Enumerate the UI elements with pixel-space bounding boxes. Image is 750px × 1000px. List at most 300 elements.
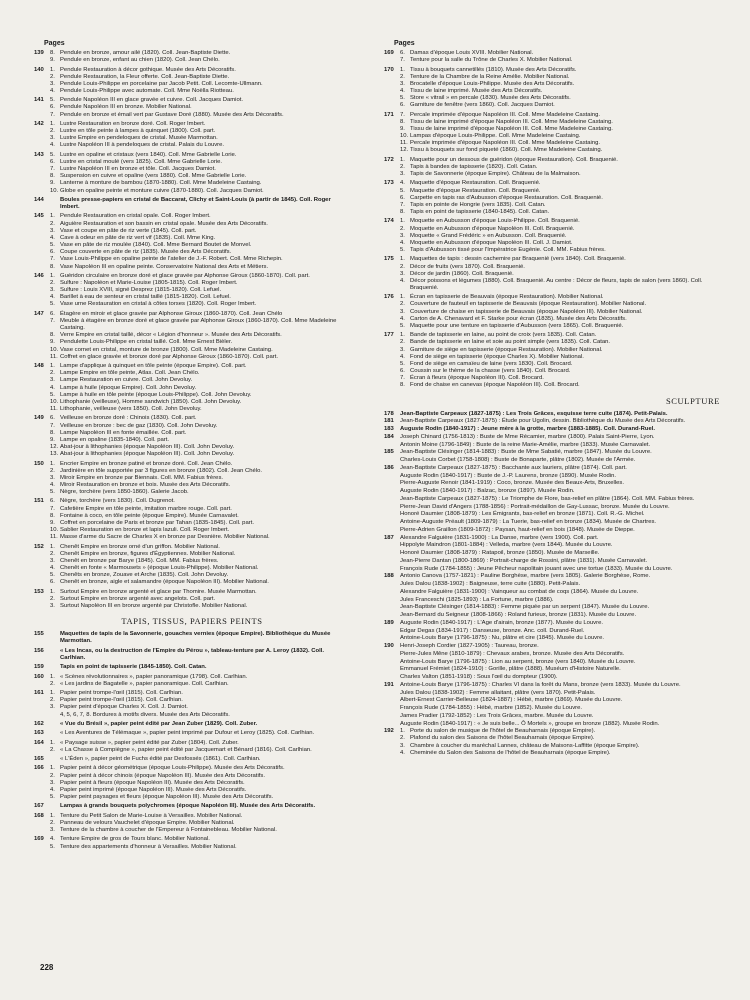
item-caption: Tenture du Petit Salon de Marie-Louise à Versailles. Mobilier National. bbox=[60, 812, 243, 819]
item-caption: Papier peint à décor chinois (époque Napoléon III). Musée des Arts Décoratifs. bbox=[60, 772, 265, 779]
item-caption: Papier peint trompe-l'œil (1815). Coll. Carlhian. bbox=[60, 697, 183, 704]
item-caption: Vase en pâte de riz moulée (1840). Coll. Mme Bernard Boutet de Monvel. bbox=[60, 242, 252, 249]
index-entry-group bbox=[34, 415, 350, 458]
section-heading-textiles: TAPIS, TISSUS, PAPIERS PEINTS bbox=[121, 616, 263, 627]
item-caption: « Paysage suisse », papier peint édité par Zuber (1804). Coll. Zuber. bbox=[60, 739, 239, 746]
index-entry-group bbox=[34, 121, 350, 150]
item-caption: Sulfure : Napoléon et Marie-Louise (1805-1815). Coll. Roger Imbert. bbox=[60, 280, 238, 286]
item-number: 6. bbox=[50, 249, 55, 256]
list-item bbox=[50, 572, 350, 579]
sculpture-entry bbox=[384, 620, 724, 627]
item-caption: Damas d'époque Louis XVIII. Mobilier National. bbox=[410, 50, 534, 56]
list-item bbox=[50, 765, 350, 772]
item-number: 3. bbox=[50, 827, 55, 833]
item-number: 2. bbox=[400, 225, 405, 232]
list-item bbox=[50, 551, 350, 558]
entry-caption: Alexandre Falguière (1831-1900) : La Danse, marbre (vers 1900). Coll. part. bbox=[400, 534, 599, 541]
item-caption: Tissu à bouquets sur fond piqueté (1860). Coll. Mme Madeleine Castaing. bbox=[410, 147, 603, 154]
sculpture-entry bbox=[384, 659, 724, 666]
entry-caption: Jean-Baptiste Carpeaux (1827-1875) : Les Trois Grâces, esquisse terre cuite (1874). Petit-Palais. bbox=[400, 410, 668, 417]
item-number: 6. bbox=[50, 579, 55, 586]
item-caption: Lustre Napoléon III en bronze et tôle. Coll. Jacques Damiot. bbox=[60, 166, 216, 173]
list-item bbox=[50, 565, 350, 572]
entry-body bbox=[50, 67, 350, 96]
index-entry-group bbox=[34, 50, 350, 64]
item-number: 10. bbox=[50, 346, 59, 353]
list-item bbox=[50, 74, 350, 81]
index-entry-group bbox=[34, 765, 350, 801]
entry-body bbox=[400, 332, 724, 389]
item-caption: Surtout Empire en bronze argenté avec angelots. Coll. part. bbox=[60, 595, 216, 602]
item-number: 4. bbox=[400, 239, 405, 246]
page-ref: 166 bbox=[34, 765, 44, 772]
item-number: 5. bbox=[50, 151, 55, 158]
list-item bbox=[50, 197, 350, 211]
sculpture-entry bbox=[384, 542, 724, 549]
item-caption: Pendule Louis-Philippe en porcelaine par Jacob Petit. Coll. Lecomte-Ullmann. bbox=[60, 80, 263, 87]
item-number: 1. bbox=[50, 66, 55, 73]
list-item bbox=[50, 273, 350, 280]
item-caption: Jardinière en tôle supportée par 3 figures en bronze (1802). Coll. Jean Chélo. bbox=[60, 467, 263, 474]
entry-body bbox=[50, 756, 350, 763]
page-ref: 146 bbox=[34, 272, 44, 279]
entry-body bbox=[50, 213, 350, 270]
item-number: 7. bbox=[400, 375, 405, 382]
entry-caption: Pierre-Adrien Graillon (1809-1872) : Paysan, haut-relief en bois (1848). Musée de Dieppe. bbox=[400, 526, 635, 533]
entry-body bbox=[50, 631, 350, 645]
item-number: 9. bbox=[400, 125, 405, 132]
entry-caption: Auguste Rodin (1840-1917) : « Je suis belle... Ô Mortels », groupe en bronze (1882). Musée Rodin. bbox=[400, 720, 660, 727]
list-item bbox=[50, 794, 350, 801]
item-number: 3. bbox=[400, 171, 405, 178]
item-number: 1. bbox=[50, 690, 55, 697]
page-ref: 184 bbox=[384, 433, 394, 440]
item-number: 6. bbox=[400, 194, 405, 201]
page-ref: 162 bbox=[34, 720, 44, 727]
list-item bbox=[50, 385, 350, 392]
item-caption: Lithophanie (veilleuse), Homme sandwich (1850). Coll. John Devoluy. bbox=[60, 398, 242, 405]
page-ref bbox=[384, 527, 400, 534]
item-number: 3. bbox=[50, 474, 55, 481]
item-caption: Maquette d'époque Restauration. Coll. Braquenié. bbox=[410, 180, 541, 187]
item-number: 1. bbox=[400, 332, 405, 339]
entry-body bbox=[50, 97, 350, 118]
item-caption: Lithophanie, veilleuse (vers 1850). Coll. John Devoluy. bbox=[60, 406, 202, 413]
item-number: 7. bbox=[50, 317, 55, 324]
item-number: 7. bbox=[50, 505, 55, 512]
left-section-list bbox=[34, 50, 350, 610]
entry-body bbox=[400, 256, 724, 292]
index-entry-group bbox=[384, 50, 724, 64]
list-item bbox=[50, 596, 350, 603]
item-number bbox=[50, 803, 60, 810]
item-caption: Tenture des appartements d'honneur à Versailles. Mobilier National. bbox=[60, 843, 237, 850]
sculpture-entry bbox=[384, 604, 724, 611]
list-item bbox=[50, 294, 350, 301]
item-caption: « Les jardins de Bagatelle », papier panoramique. Coll. Carlhian. bbox=[60, 680, 229, 687]
list-item bbox=[400, 323, 724, 330]
item-number: 2. bbox=[50, 370, 55, 377]
item-number: 2. bbox=[50, 280, 55, 286]
item-number: 1. bbox=[50, 765, 55, 772]
entry-caption: Pierre-Jules Mêne (1810-1879) : Chevaux arabes, bronze. Musée des Arts Décoratifs. bbox=[400, 650, 625, 657]
item-caption: Abat-jour à lithophanies (époque Napoléon III). Coll. John Devoluy. bbox=[60, 451, 235, 458]
item-caption: Moquette en Aubusson d'époque Louis-Philippe. Coll. Braquenié. bbox=[410, 218, 580, 225]
item-caption: Lustre Empire en pendeloques de cristal. Musée Marmottan. bbox=[60, 135, 218, 142]
list-item bbox=[50, 406, 350, 413]
page-ref: 139 bbox=[34, 50, 44, 56]
list-item bbox=[50, 468, 350, 475]
list-item bbox=[50, 415, 350, 422]
item-caption: Pendulette Louis-Philippe en cristal taillé. Coll. Mme Ernest Bièler. bbox=[60, 339, 233, 346]
item-caption: Lampe à huile en tôle peinte (époque Louis-Philippe). Coll. John Devoluy. bbox=[60, 391, 252, 398]
index-entry-group bbox=[384, 157, 724, 178]
entry-body bbox=[50, 690, 350, 719]
item-caption: Tissu de laine imprimé. Musée des Arts Décoratifs. bbox=[410, 87, 543, 94]
index-entry-group bbox=[34, 589, 350, 610]
entry-body bbox=[50, 461, 350, 497]
item-caption: Chenêt Empire en bronze, figures d'Égyptiennes. Mobilier National. bbox=[60, 550, 236, 557]
item-caption: Lampe Napoléon III en fonte émaillée. Coll. part. bbox=[60, 429, 187, 436]
list-item bbox=[50, 674, 350, 681]
entry-caption: Jean-Baptiste Carpeaux (1827-1875) : Étude pour Ugolin, dessin. Bibliothèque du Musée des Arts Décoratifs. bbox=[400, 418, 686, 425]
item-number: 1. bbox=[50, 673, 55, 680]
item-caption: Pendule Restauration, la Fleur offerte. Coll. Jean-Baptiste Diette. bbox=[60, 73, 230, 80]
index-entry-group bbox=[384, 256, 724, 292]
item-caption: Fontaine à coco, en tôle peinte (époque Empire). Musée Carnavalet. bbox=[60, 512, 239, 519]
page-ref bbox=[384, 457, 400, 464]
item-number: 1. bbox=[50, 543, 55, 550]
item-caption: Coussin sur le thème de la chasse (vers 1840). Coll. Brocard. bbox=[410, 368, 571, 375]
item-number: 4. bbox=[50, 836, 55, 843]
item-caption: Abat-jour à lithophanies (époque Napoléon III). Coll. John Devoluy. bbox=[60, 444, 235, 450]
item-number: 2. bbox=[50, 128, 55, 135]
list-item bbox=[50, 128, 350, 135]
item-caption: Barillet à eau de senteur en cristal taillé (1815-1820). Coll. Lefuel. bbox=[60, 294, 231, 301]
item-caption: Écran en tapisserie de Beauvais (époque Restauration). Mobilier National. bbox=[410, 294, 604, 301]
item-caption: Bande de tapisserie en laine, au point de croix (vers 1835). Coll. Catan. bbox=[410, 332, 597, 339]
item-number: 5. bbox=[400, 322, 405, 329]
item-caption: Cave à odeur en pâte de riz vert vif (1835). Coll. Mme King. bbox=[60, 234, 216, 241]
index-entry-group bbox=[34, 813, 350, 834]
item-caption: Vase et coupe en pâte de riz verte (1845). Coll. part. bbox=[60, 227, 197, 234]
list-item bbox=[400, 188, 724, 195]
list-item bbox=[50, 579, 350, 586]
item-caption: Lustre en cristal moulé (vers 1825). Coll. Mme Gabrielle Lorie. bbox=[60, 158, 223, 165]
entry-body bbox=[400, 157, 724, 178]
item-caption: Papier peint paysages et fleurs (époque Napoléon III). Musée des Arts Décoratifs. bbox=[60, 794, 274, 800]
item-caption: Nègre, torchère (vers 1830). Coll. Dugrenot. bbox=[60, 498, 175, 505]
item-caption: Tenture de la Chambre de la Reine Amélie. Mobilier National. bbox=[410, 73, 570, 80]
list-item bbox=[50, 377, 350, 384]
item-caption: Lustre Restauration en bronze doré. Coll. Roger Imbert. bbox=[60, 120, 206, 127]
item-caption: Porte du salon de musique de l'hôtel de Beauharnais (époque Empire). bbox=[410, 728, 596, 735]
list-item bbox=[50, 249, 350, 256]
item-number: 11. bbox=[50, 406, 58, 413]
list-item bbox=[400, 354, 724, 361]
item-caption: Chenêts en bronze, Zouave et Arche (1835). Coll. John Devoluy. bbox=[60, 572, 229, 579]
entry-body bbox=[400, 294, 724, 330]
list-item bbox=[400, 119, 724, 126]
list-item bbox=[50, 392, 350, 399]
index-entry-group bbox=[34, 544, 350, 587]
item-number: 6. bbox=[50, 415, 55, 422]
item-number: 9. bbox=[50, 519, 55, 526]
item-caption: Papier peint à décor géométrique (époque Louis-Philippe). Musée des Arts Décoratifs. bbox=[60, 765, 285, 772]
list-item bbox=[50, 311, 350, 318]
item-caption: Papier peint à fleurs (époque Napoléon III). Musée des Arts Décoratifs. bbox=[60, 779, 245, 786]
list-item bbox=[50, 399, 350, 406]
item-caption: Chenêt en bronze, aigle et salamandre (époque Napoléon III). Mobilier National. bbox=[60, 579, 269, 586]
page-ref: 187 bbox=[384, 534, 394, 541]
list-item bbox=[400, 728, 724, 735]
list-item bbox=[400, 67, 724, 74]
list-item bbox=[50, 721, 350, 728]
page-ref: 164 bbox=[34, 739, 44, 746]
item-number: 3. bbox=[400, 232, 405, 239]
list-item bbox=[400, 50, 724, 57]
list-item bbox=[400, 278, 724, 292]
sculpture-entry bbox=[384, 674, 724, 681]
list-item bbox=[50, 787, 350, 794]
entry-caption: François Rude (1784-1855) : Jeune Pêcheur napolitain jouant avec une tortue (1833). Musée du Louvre. bbox=[400, 565, 673, 572]
list-item bbox=[50, 256, 350, 263]
item-number: 3. bbox=[50, 227, 55, 234]
list-item bbox=[400, 95, 724, 102]
page-ref bbox=[384, 589, 400, 596]
item-number: 5. bbox=[50, 301, 55, 308]
list-item bbox=[50, 173, 350, 180]
index-entry-group bbox=[34, 648, 350, 662]
item-number: 9. bbox=[50, 339, 55, 346]
list-item bbox=[50, 97, 350, 104]
sculpture-entry bbox=[384, 519, 724, 526]
list-item bbox=[50, 50, 350, 57]
page-ref: 172 bbox=[384, 156, 394, 163]
page-ref: 149 bbox=[34, 415, 44, 422]
item-caption: Maquettes de tapis : dessin cachemire par Braquenié (vers 1840). Coll. Braquenié. bbox=[410, 256, 626, 263]
page-ref bbox=[384, 690, 400, 697]
page-ref bbox=[384, 519, 400, 526]
item-caption: Pendule en bronze et émail vert par Gustave Doré (1880). Musée des Arts Décoratifs. bbox=[60, 111, 284, 118]
page-ref: 173 bbox=[384, 180, 394, 187]
item-caption: Lampe Restauration en cuivre. Coll. John Devoluy. bbox=[60, 377, 193, 384]
item-number: 4. bbox=[400, 749, 405, 756]
item-caption: Lampe à huile (époque Empire). Coll. John Devoluy. bbox=[60, 384, 197, 391]
list-item bbox=[50, 648, 350, 662]
item-number: 11. bbox=[50, 353, 58, 360]
list-item bbox=[50, 287, 350, 294]
list-item bbox=[400, 309, 724, 316]
list-item bbox=[50, 534, 350, 541]
item-caption: Pendule Napoléon III en bronze. Mobilier National. bbox=[60, 104, 192, 111]
page-ref: 189 bbox=[384, 619, 394, 626]
page-ref: 142 bbox=[34, 120, 44, 127]
page-ref: 148 bbox=[34, 363, 44, 370]
page-ref bbox=[384, 666, 400, 673]
item-number: 6. bbox=[400, 50, 405, 56]
page-ref: 145 bbox=[34, 213, 44, 220]
item-number: 5. bbox=[400, 360, 405, 367]
item-number: 8. bbox=[400, 118, 405, 125]
item-number: 8. bbox=[50, 50, 55, 56]
list-item bbox=[50, 332, 350, 339]
section-heading-sculpture: SCULPTURE bbox=[665, 395, 720, 406]
item-caption: Papier peint d'époque Charles X. Coll. J. Damiot. bbox=[60, 704, 188, 711]
item-caption: Lampe en opaline (1835-1840). Coll. part. bbox=[60, 436, 170, 443]
list-item bbox=[50, 104, 350, 111]
list-item bbox=[400, 57, 724, 64]
page-ref: 160 bbox=[34, 673, 44, 680]
item-number bbox=[50, 648, 60, 662]
page-ref: 168 bbox=[34, 812, 44, 819]
list-item bbox=[400, 112, 724, 119]
page-ref: 191 bbox=[384, 681, 394, 688]
list-item bbox=[400, 256, 724, 263]
page-ref bbox=[384, 442, 400, 449]
index-entry-group bbox=[384, 294, 724, 330]
item-number: 10. bbox=[50, 187, 59, 194]
list-item bbox=[50, 730, 350, 737]
entry-caption: Charles Valton (1851-1918) : Sous l'œil du dompteur (1900). bbox=[400, 674, 558, 681]
page-ref bbox=[384, 651, 400, 658]
item-caption: Masse d'arme du Sacre de Charles X en bronze par Desnière. Mobilier National. bbox=[60, 534, 270, 541]
entry-caption: Jean-Bernard du Seigneur (1808-1866) : Roland furieux, bronze (1831). Musée du Louvre. bbox=[400, 612, 637, 619]
item-number: 4. bbox=[400, 180, 405, 187]
item-number: 1. bbox=[50, 272, 55, 279]
item-caption: Chenêt en fonte « Marmousets » (époque Louis-Philippe). Mobilier National. bbox=[60, 565, 259, 572]
item-caption: Meuble à étagère en bronze doré et glace gravée par Alphonse Giroux (1860-1870). Coll. Mme Madeleine Castaing. bbox=[60, 317, 337, 332]
sculpture-entry bbox=[384, 558, 724, 565]
item-number bbox=[50, 197, 60, 211]
item-caption: Lustre en tôle peinte à lampes à quinquet (1800). Coll. part. bbox=[60, 128, 216, 135]
page-ref: 170 bbox=[384, 66, 394, 73]
item-number: 3. bbox=[50, 377, 55, 384]
item-number: 1. bbox=[50, 120, 55, 127]
entry-caption: Antoine-Auguste Préault (1809-1879) : La Tuerie, bas-relief en bronze (1834). Musée de Chartres. bbox=[400, 519, 657, 526]
item-number: 7. bbox=[400, 57, 405, 64]
list-item bbox=[50, 437, 350, 444]
sculpture-entry bbox=[384, 721, 724, 728]
item-number: 7. bbox=[50, 111, 55, 118]
end-section-list bbox=[384, 728, 724, 757]
item-caption: Tissu de laine imprimé d'époque Napoléon III. Coll. Mme Madeleine Castaing. bbox=[410, 118, 613, 125]
list-item bbox=[400, 81, 724, 88]
item-number: 2. bbox=[400, 735, 405, 742]
page-ref bbox=[384, 612, 400, 619]
entry-caption: Antonio Canova (1757-1821) : Pauline Borghèse, marbre (vers 1805). Galerie Borghèse, Rome. bbox=[400, 573, 651, 580]
entry-body bbox=[50, 197, 350, 211]
item-caption: Lampas à grands bouquets polychromes (époque Napoléon III). Musée des Arts Décoratifs. bbox=[60, 803, 316, 810]
item-caption: Miroir Empire en bronze par Biennais. Coll. MM. Fabius frères. bbox=[60, 474, 224, 481]
page-ref bbox=[384, 721, 400, 728]
index-entry-group bbox=[384, 218, 724, 254]
item-number: 3. bbox=[400, 346, 405, 353]
item-caption: Tapis en point de tapisserie (1840-1845). Coll. Catan. bbox=[410, 209, 550, 216]
sculpture-entry bbox=[384, 418, 724, 425]
entry-body bbox=[50, 363, 350, 413]
item-caption: « Scènes révolutionnaires », papier panoramique (1798). Coll. Carlhian. bbox=[60, 673, 248, 680]
item-number: 2. bbox=[50, 697, 55, 704]
page-ref: 153 bbox=[34, 588, 44, 595]
list-item bbox=[50, 603, 350, 610]
entry-body bbox=[400, 112, 724, 155]
page-ref bbox=[384, 604, 400, 611]
entry-body bbox=[50, 803, 350, 810]
item-number: 2. bbox=[400, 301, 405, 308]
page-ref bbox=[384, 550, 400, 557]
item-number: 1. bbox=[50, 363, 55, 370]
item-caption: Couverture de fauteuil en tapisserie de Beauvais (époque Restauration). Mobilier National. bbox=[410, 301, 647, 308]
list-item bbox=[50, 57, 350, 64]
page-ref bbox=[384, 473, 400, 480]
item-caption: Lustre en opaline et cristaux (vers 1840). Coll. Mme Gabrielle Lorie. bbox=[60, 151, 237, 158]
list-item bbox=[50, 704, 350, 711]
list-item bbox=[50, 370, 350, 377]
item-caption: Garniture de siège en tapisserie (époque Restauration). Mobilier National. bbox=[410, 346, 603, 353]
entry-caption: Alexandre Falguière (1831-1900) : Vainqueur au combat de coqs (1864). Musée du Louvre. bbox=[400, 588, 639, 595]
item-number: 3. bbox=[400, 80, 405, 87]
list-item bbox=[400, 88, 724, 95]
list-item bbox=[50, 489, 350, 496]
item-caption: Brocatelle d'époque Louis-Philippe. Musée des Arts Décoratifs. bbox=[410, 80, 575, 87]
entry-caption: Pierre-Auguste Renoir (1841-1919) : Coco, bronze. Musée des Beaux-Arts, Bruxelles. bbox=[400, 480, 624, 487]
sculpture-entry bbox=[384, 465, 724, 472]
item-caption: Maquette d'époque Restauration. Coll. Braquenié. bbox=[410, 187, 541, 194]
page-ref bbox=[384, 674, 400, 681]
list-item bbox=[50, 221, 350, 228]
entry-caption: François Rude (1784-1855) : Hébé, marbre (1852). Musée du Louvre. bbox=[400, 705, 583, 712]
item-caption: Nègre, torchère (vers 1850-1860). Galerie Jacob. bbox=[60, 489, 189, 496]
sculpture-entry bbox=[384, 589, 724, 596]
item-number: 3. bbox=[50, 287, 55, 294]
list-item bbox=[400, 294, 724, 301]
list-item bbox=[50, 520, 350, 527]
item-number: 4. bbox=[50, 87, 55, 94]
item-number bbox=[50, 664, 60, 671]
item-number: 8. bbox=[400, 209, 405, 216]
item-caption: Lustre Napoléon III à pendeloques de cristal. Palais du Louvre. bbox=[60, 142, 225, 149]
entry-caption: Honoré Daumier (1808-1879) : Les Émigrants, bas-relief en bronze (1871). Coll. R.-G. Michel. bbox=[400, 511, 645, 518]
item-caption: Surtout Empire en bronze argenté et glace par Thomire. Musée Marmottan. bbox=[60, 588, 257, 595]
list-item bbox=[400, 171, 724, 178]
item-number: 4. bbox=[50, 294, 55, 301]
list-item bbox=[50, 558, 350, 565]
page-ref bbox=[384, 511, 400, 518]
index-entry-group bbox=[384, 728, 724, 757]
page-ref bbox=[384, 713, 400, 720]
entry-body bbox=[50, 664, 350, 671]
item-number: 6. bbox=[400, 368, 405, 375]
item-caption: Lampe d'applique à quinquet en tôle peinte (époque Empire). Coll. part. bbox=[60, 363, 247, 370]
list-item bbox=[400, 316, 724, 323]
item-number: 4. bbox=[400, 87, 405, 94]
item-caption: Sulfure : Louis XVIII, signé Desprez (1815-1820). Coll. Lefuel. bbox=[60, 287, 222, 294]
entry-caption: Hippolyte Maindron (1801-1884) : Velleda, marbre (vers 1844). Musée du Louvre. bbox=[400, 542, 613, 549]
index-entry-group bbox=[34, 740, 350, 754]
item-caption: Vase cornet en cristal, monture de bronze (1800). Coll. Mme Madeleine Castaing. bbox=[60, 346, 273, 353]
item-number: 2. bbox=[50, 595, 55, 602]
entry-caption: Jean-Pierre Dantan (1800-1869) : Portrait-charge de Rossini, plâtre (1831). Musée Carnavalet. bbox=[400, 557, 648, 564]
item-caption: Tapis en point de tapisserie (1845-1850). Coll. Catan. bbox=[60, 664, 207, 671]
list-item bbox=[400, 271, 724, 278]
item-number: 2. bbox=[400, 263, 405, 270]
item-caption: Tenture Empire de gros de Tours blanc. Mobilier National. bbox=[60, 836, 210, 843]
page-ref: 150 bbox=[34, 460, 44, 467]
item-number: 3. bbox=[50, 603, 55, 610]
index-entry-group bbox=[384, 67, 724, 110]
item-number: 2. bbox=[400, 339, 405, 346]
